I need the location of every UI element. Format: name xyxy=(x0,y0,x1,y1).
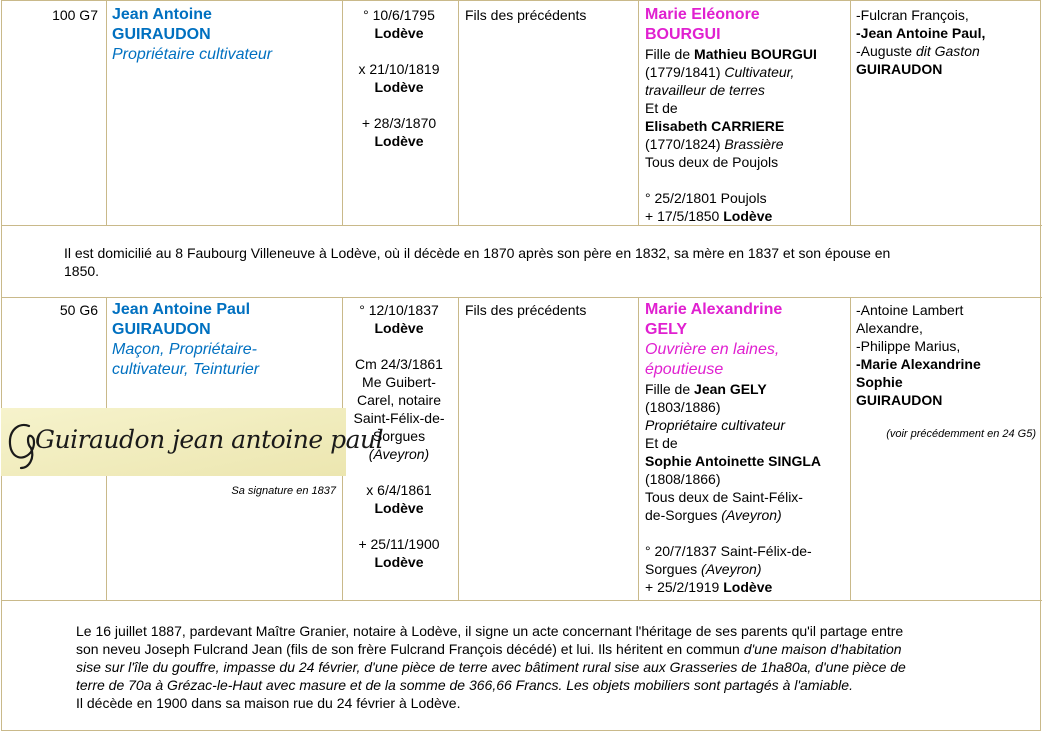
text-line xyxy=(856,373,1038,391)
text-run: travailleur de terres xyxy=(645,82,765,98)
text-run: -Marie Alexandrine xyxy=(856,356,981,372)
text-line xyxy=(856,337,1038,355)
entry-number: 100 G7 xyxy=(52,7,98,23)
text-line xyxy=(645,578,845,596)
person-cell xyxy=(112,5,338,65)
text-run: (1803/1886) xyxy=(645,399,721,415)
text-line xyxy=(645,452,845,470)
note-paragraph xyxy=(76,622,1038,712)
children-cell xyxy=(856,6,1038,78)
text-line xyxy=(76,676,1038,694)
signature-image xyxy=(1,408,384,476)
note-paragraph xyxy=(64,244,1034,280)
spouse-occupation: Ouvrière en laines, xyxy=(645,341,780,358)
text-run: -Jean Antoine Paul, xyxy=(856,25,986,41)
text-run: GUIRAUDON xyxy=(856,392,943,408)
column-divider xyxy=(850,1,851,225)
text-line xyxy=(856,391,1038,409)
person-surname: GUIRAUDON xyxy=(112,321,211,338)
text-run: Tous deux de Saint-Félix- xyxy=(645,489,803,505)
text-run: Tous deux de Poujols xyxy=(645,154,779,170)
children-list xyxy=(856,301,1038,409)
events-cell xyxy=(345,6,453,150)
text-line xyxy=(645,45,845,63)
text-run: GUIRAUDON xyxy=(856,61,943,77)
text-run: ° 20/7/1837 Saint-Félix-de- xyxy=(645,543,812,559)
children-list xyxy=(856,6,1038,78)
text-run: -Antoine Lambert xyxy=(856,302,964,318)
text-line xyxy=(856,24,1038,42)
spouse-surname: BOURGUI xyxy=(645,26,721,43)
text-run: Gaston xyxy=(934,43,980,59)
text-run: Mathieu BOURGUI xyxy=(694,46,817,62)
text-run: de-Sorgues xyxy=(645,507,722,523)
text-line xyxy=(645,398,845,416)
text-line xyxy=(856,301,1038,319)
text-line xyxy=(645,524,845,542)
column-divider xyxy=(458,1,459,225)
text-run: (Aveyron) xyxy=(701,561,762,577)
text-line xyxy=(645,506,845,524)
text-line xyxy=(645,153,845,171)
column-divider xyxy=(342,1,343,225)
text-line xyxy=(645,488,845,506)
row-divider xyxy=(2,225,1042,226)
spouse-name: Marie Alexandrine xyxy=(645,301,783,318)
contract-line: Cm 24/3/1861 xyxy=(355,356,443,372)
text-line xyxy=(645,380,845,398)
text-run: Fille de xyxy=(645,46,695,62)
death-place: Lodève xyxy=(374,554,424,570)
text-run: -Auguste xyxy=(856,43,916,59)
text-line xyxy=(76,622,1038,640)
birth-place: Lodève xyxy=(374,320,424,336)
text-run: Cultivateur, xyxy=(724,64,795,80)
text-line xyxy=(856,60,1038,78)
parents-cell: Fils des précédents xyxy=(465,7,587,23)
text-run: Et de xyxy=(645,435,678,451)
text-run: (1770/1824) xyxy=(645,136,725,152)
text-run: (Aveyron) xyxy=(721,507,782,523)
column-divider xyxy=(106,1,107,225)
text-line xyxy=(645,135,845,153)
children-reference: (voir précédemment en 24 G5) xyxy=(886,428,1036,440)
contract-line: Me Guibert- xyxy=(362,374,436,390)
text-run: Fille de xyxy=(645,381,695,397)
text-line xyxy=(645,117,845,135)
text-run: Lodève xyxy=(723,579,773,595)
text-line xyxy=(645,207,845,225)
text-run: (1779/1841) xyxy=(645,64,725,80)
text-run: Elisabeth CARRIERE xyxy=(645,118,785,134)
text-line xyxy=(76,658,1038,676)
text-run: Il décède en 1900 dans sa maison rue du 24 février à Lodève. xyxy=(76,695,461,711)
text-run: Brassière xyxy=(724,136,784,152)
spouse-details xyxy=(645,380,845,596)
person-occupation: Propriétaire cultivateur xyxy=(112,46,273,63)
text-line xyxy=(645,189,845,207)
death-place: Lodève xyxy=(374,133,424,149)
text-run: + 25/2/1919 xyxy=(645,579,724,595)
spouse-name: Marie Eléonore xyxy=(645,6,760,23)
marriage-place: Lodève xyxy=(374,79,424,95)
text-line xyxy=(856,42,1038,60)
text-run: Lodève xyxy=(723,208,773,224)
death-date: + 28/3/1870 xyxy=(361,115,437,131)
text-line xyxy=(76,640,1038,658)
spouse-details xyxy=(645,45,845,225)
row-divider xyxy=(2,297,1042,298)
person-occupation: Maçon, Propriétaire- xyxy=(112,341,257,358)
text-run: sise sur l'île du gouffre, impasse du 24 février, d'une pièce de terre avec bâtiment rural sise aux Grasseries de 1ha80a, d'une pièce de xyxy=(76,659,906,675)
parents-cell: Fils des précédents xyxy=(465,302,587,318)
text-run: terre de 70a à Grézac-le-Haut avec masure et de la somme de 366,66 Francs. Les objets mobiliers sont partagés à l'amiable. xyxy=(76,677,853,693)
person-surname: GUIRAUDON xyxy=(112,26,211,43)
text-line xyxy=(645,560,845,578)
text-line xyxy=(645,63,845,81)
text-run: Sorgues xyxy=(645,561,702,577)
text-line xyxy=(645,99,845,117)
text-run: Jean GELY xyxy=(694,381,767,397)
person-cell xyxy=(112,300,338,380)
person-occupation: cultivateur, Teinturier xyxy=(112,361,260,378)
spouse-surname: GELY xyxy=(645,321,688,338)
text-run: -Philippe Marius, xyxy=(856,338,961,354)
text-line xyxy=(645,416,845,434)
text-run: (1808/1866) xyxy=(645,471,721,487)
events-cell xyxy=(345,301,453,571)
text-run: Alexandre, xyxy=(856,320,923,336)
birth-date: ° 10/6/1795 xyxy=(363,7,435,23)
signature-handwriting xyxy=(1,408,384,476)
text-run: + 17/5/1850 xyxy=(645,208,724,224)
children-cell xyxy=(856,301,1038,409)
text-run: son neveu Joseph Fulcrand Jean (fils de son frère Fulcrand François décédé) et lui. Ils héritent en commun xyxy=(76,641,744,657)
person-name: Jean Antoine xyxy=(112,6,212,23)
birth-place: Lodève xyxy=(374,25,424,41)
column-divider xyxy=(638,297,639,600)
text-line xyxy=(856,6,1038,24)
column-divider xyxy=(850,297,851,600)
text-run: Propriétaire cultivateur xyxy=(645,417,786,433)
text-run: -Fulcran François, xyxy=(856,7,969,23)
note-line: 1850. xyxy=(64,263,100,279)
signature-text: Guiraudon jean antoine paul xyxy=(35,425,384,454)
spouse-occupation: époutieuse xyxy=(645,361,724,378)
text-run: Le 16 juillet 1887, pardevant Maître Granier, notaire à Lodève, il signe un acte concernant l'héritage de ses parents qu'il partage entre xyxy=(76,623,904,639)
entry-number: 50 G6 xyxy=(59,302,98,318)
row-divider xyxy=(2,600,1042,601)
contract-region: (Aveyron) xyxy=(368,446,430,462)
marriage-date: x 21/10/1819 xyxy=(358,61,440,77)
column-divider xyxy=(638,1,639,225)
text-line xyxy=(645,171,845,189)
death-date: + 25/11/1900 xyxy=(358,536,440,552)
person-name: Jean Antoine Paul xyxy=(112,301,251,318)
text-line xyxy=(76,694,1038,712)
text-line xyxy=(645,542,845,560)
contract-line: Carel, notaire xyxy=(356,392,442,408)
text-run: Sophie Antoinette SINGLA xyxy=(645,453,822,469)
note-line: Il est domicilié au 8 Faubourg Villeneuve à Lodève, où il décède en 1870 après son père en 1832, sa mère en 1837 et son épouse en xyxy=(64,245,891,261)
contract-line: Sorgues xyxy=(372,428,426,444)
text-line xyxy=(856,355,1038,373)
text-line xyxy=(856,319,1038,337)
contract-line: Saint-Félix-de- xyxy=(353,410,445,426)
text-run: d'une maison d'habitation xyxy=(743,641,902,657)
text-run: Sophie xyxy=(856,374,903,390)
text-run: Et de xyxy=(645,100,678,116)
text-line xyxy=(645,81,845,99)
signature-caption: Sa signature en 1837 xyxy=(231,485,336,497)
spouse-cell xyxy=(645,300,845,596)
marriage-place: Lodève xyxy=(374,500,424,516)
text-line xyxy=(645,434,845,452)
text-run: ° 25/2/1801 Poujols xyxy=(645,190,767,206)
marriage-date: x 6/4/1861 xyxy=(366,482,432,498)
birth-date: ° 12/10/1837 xyxy=(359,302,439,318)
text-line xyxy=(645,470,845,488)
column-divider xyxy=(458,297,459,600)
text-run: dit xyxy=(915,43,931,59)
spouse-cell xyxy=(645,5,845,225)
